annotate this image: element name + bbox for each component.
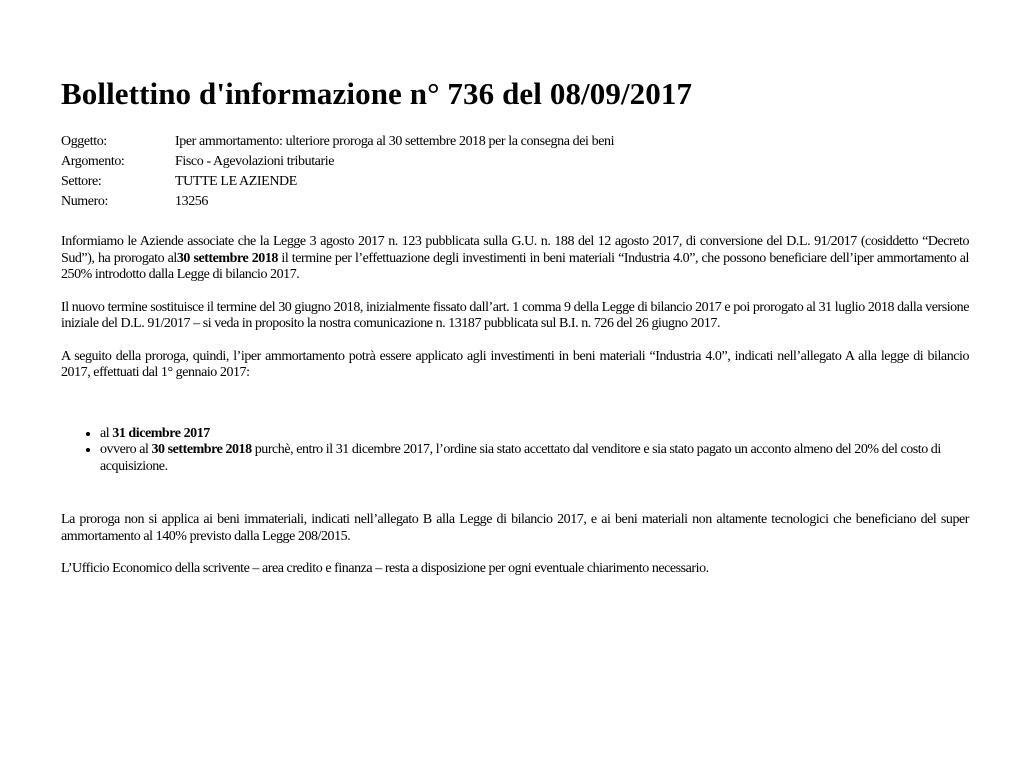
paragraph-text: Informiamo le Aziende associate che la Legge 3 agosto 2017 n. 123 pubblicata sulla G.U. n. 188 del 12 agosto 2017, di conversione del D.L. 91/2017 (cosiddetto “Decreto Sud”), ha prorogato al — [61, 234, 969, 266]
metadata-row-argomento — [61, 152, 614, 172]
deadline-emphasis: 30 settembre 2018 — [176, 250, 278, 266]
paragraph-text: il termine per l’effettuazione degli investimenti in beni materiali “Industria 4.0”, che possono beneficiare dell’iper ammortamento al 250% introdotto dalla Legge di bilancio 2017. — [61, 250, 969, 282]
paragraph-contact: L’Ufficio Economico della scrivente – area credito e finanza – resta a disposizione per ogni eventuale chiarimento necessario. — [61, 561, 709, 576]
deadline-emphasis: 30 settembre 2018 — [151, 442, 252, 457]
paragraph-exclusions: La proroga non si applica ai beni immateriali, indicati nell’allegato B alla Legge di bilancio 2017, e ai beni materiali non altamente tecnologici che beneficiano del super ammortamento al 140% previsto dalla Legge 208/2015. — [61, 512, 969, 544]
metadata-value: 13256 — [175, 194, 209, 209]
metadata-label: Oggetto: — [61, 134, 107, 149]
bulletin-body — [61, 234, 969, 578]
metadata-value: Iper ammortamento: ulteriore proroga al 30 settembre 2018 per la consegna dei beni — [175, 134, 615, 149]
metadata-label: Numero: — [61, 194, 108, 209]
deadline-emphasis: 31 dicembre 2017 — [112, 425, 210, 441]
metadata-row-oggetto — [61, 132, 614, 152]
bulletin-metadata-table — [61, 132, 614, 212]
paragraph-new-deadline: Il nuovo termine sostituisce il termine del 30 giugno 2018, inizialmente fissato dall’art. 1 comma 9 della Legge di bilancio 2017 e poi prorogato al 31 luglio 2018 dalla versione iniziale del D.L. 91/2017 – si veda in proposito la nostra comunicazione n. 13187 pubblicata sul B.I. n. 726 del 26 giugno 2017. — [61, 299, 969, 331]
metadata-value: TUTTE LE AZIENDE — [175, 174, 297, 189]
paragraph-intro — [61, 234, 969, 284]
bulletin-document — [61, 76, 969, 578]
deadline-list — [61, 426, 969, 476]
list-item: • ovvero al 30 settembre 2018 purchè, entro il 31 dicembre 2017, l’ordine sia stato accettato dal venditore e sia stato pagato un acconto almeno del 20% del costo di acquisizione. — [100, 442, 969, 475]
list-item: • al 31 dicembre 2017 — [100, 426, 969, 443]
page-title: Bollettino d'informazione n° 736 del 08/09/2017 — [61, 76, 693, 111]
paragraph-application: A seguito della proroga, quindi, l’iper ammortamento potrà essere applicato agli investimenti in beni materiali “Industria 4.0”, indicati nell’allegato A alla legge di bilancio 2017, effettuati dal 1° gennaio 2017: — [61, 348, 969, 380]
metadata-label: Settore: — [61, 174, 102, 189]
metadata-label: Argomento: — [61, 154, 125, 169]
metadata-row-numero — [61, 192, 614, 212]
metadata-row-settore — [61, 172, 614, 192]
metadata-value: Fisco - Agevolazioni tributarie — [175, 154, 335, 169]
